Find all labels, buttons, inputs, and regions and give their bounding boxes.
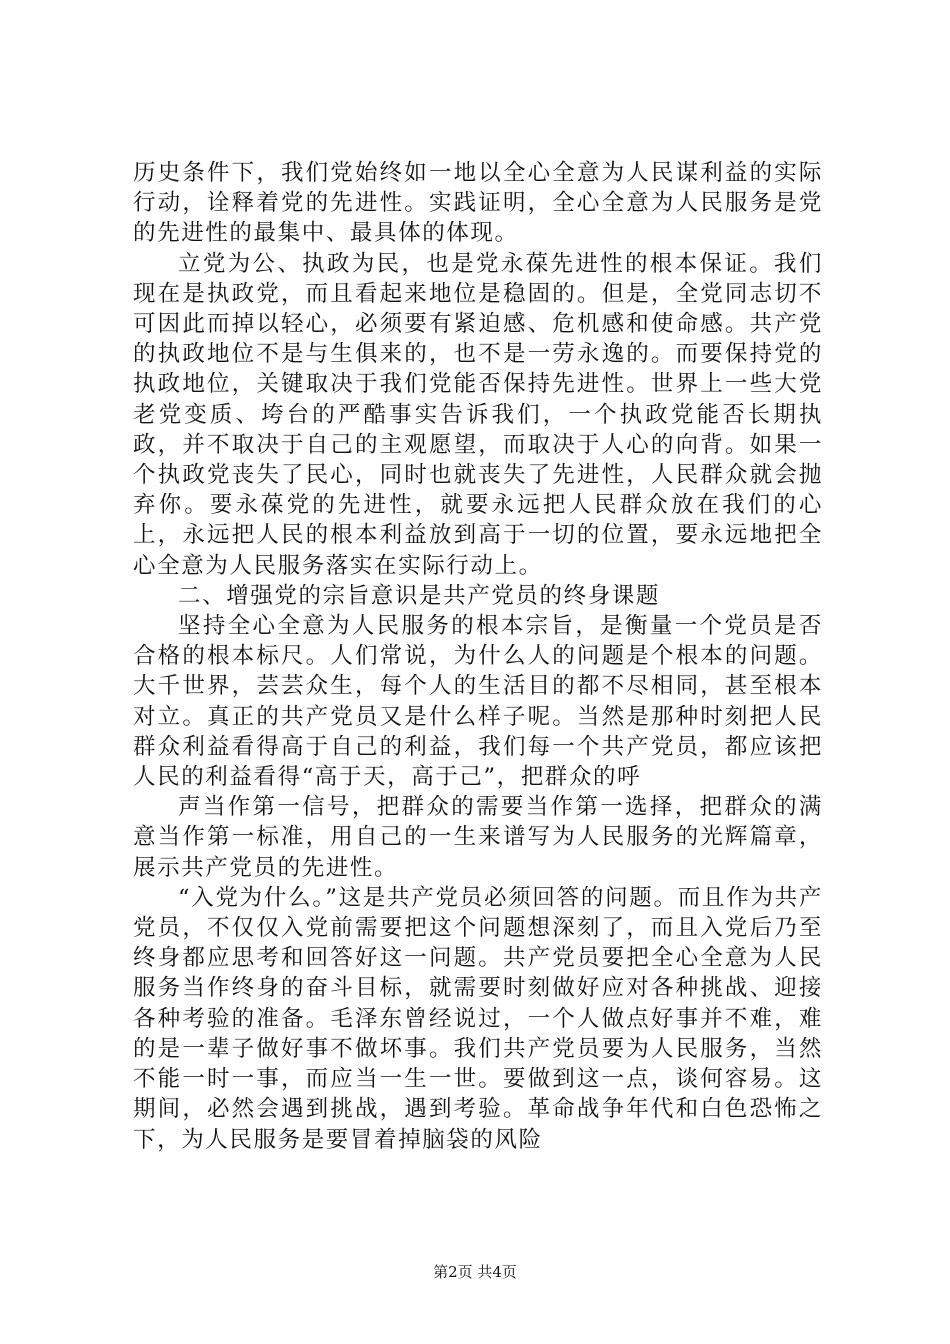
paragraph: 立党为公、执政为民，也是党永葆先进性的根本保证。我们现在是执政党，而且看起来地位是稳固的。但是，全党同志切不可因此而掉以轻心，必须要有紧迫感、危机感和使命感。共产党的执政地位不是与生俱来的，也不是一劳永逸的。而要保持党的执政地位，关键取决于我们党能否保持先进性。世界上一些大党老党变质、垮台的严酷事实告诉我们，一个执政党能否长期执政，并不取决于自己的主观愿望，而取决于人心的向背。如果一个执政党丧失了民心，同时也就丧失了先进性，人民群众就会抛弃你。要永葆党的先进性，就要永远把人民群众放在我们的心上，永远把人民的根本利益放到高于一切的位置，要永远地把全心全意为人民服务落实在实际行动上。 xyxy=(133,250,823,579)
page-number-footer: 第2页 共4页 xyxy=(433,1263,517,1281)
paragraph: 声当作第一信号，把群众的需要当作第一选择，把群众的满意当作第一标准，用自己的一生来谱写为人民服务的光辉篇章，展示共产党员的先进性。 xyxy=(133,794,823,881)
section-heading: 二、增强党的宗旨意识是共产党员的终身课题 xyxy=(178,582,661,609)
paragraph: 坚持全心全意为人民服务的根本宗旨，是衡量一个党员是否合格的根本标尺。人们常说，为什么人的问题是个根本的问题。大千世界，芸芸众生，每个人的生活目的都不尽相同，甚至根本对立。真正的共产党员又是什么样子呢。当然是那种时刻把人民群众利益看得高于自己的利益，我们每一个共产党员，都应该把人民的利益看得“高于天，高于己”，把群众的呼 xyxy=(133,613,823,791)
paragraph-continuation: 历史条件下，我们党始终如一地以全心全意为人民谋利益的实际行动，诠释着党的先进性。实践证明，全心全意为人民服务是党的先进性的最集中、最具体的体现。 xyxy=(133,160,823,247)
document-body xyxy=(133,158,823,1155)
paragraph: “入党为什么。”这是共产党员必须回答的问题。而且作为共产党员，不仅仅入党前需要把这个问题想深刻了，而且入党后乃至终身都应思考和回答好这一问题。共产党员要把全心全意为人民服务当作终身的奋斗目标，就需要时刻做好应对各种挑战、迎接各种考验的准备。毛泽东曾经说过，一个人做点好事并不难，难的是一辈子做好事不做坏事。我们共产党员要为人民服务，当然不能一时一事，而应当一生一世。要做到这一点，谈何容易。这期间，必然会遇到挑战，遇到考验。革命战争年代和白色恐怖之下，为人民服务是要冒着掉脑袋的风险 xyxy=(133,884,823,1153)
